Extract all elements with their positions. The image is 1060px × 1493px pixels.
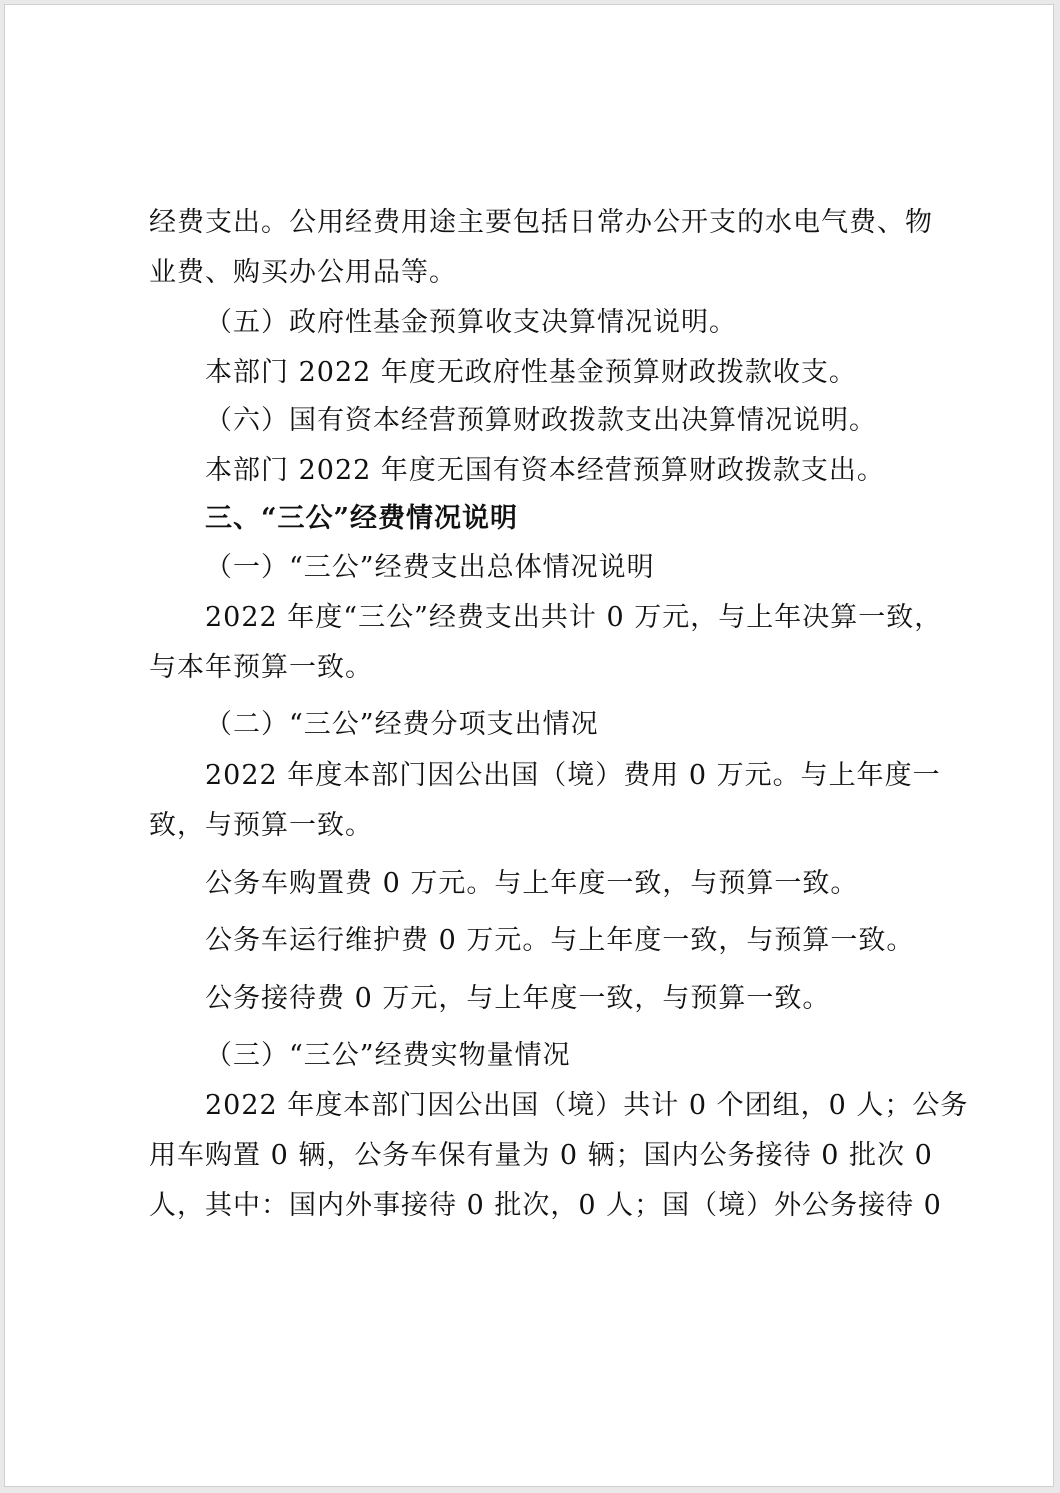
paragraph-line: 本部门 2022 年度无国有资本经营预算财政拨款支出。	[205, 455, 885, 486]
paragraph-line: 与本年预算一致。	[149, 652, 373, 683]
paragraph-line: 2022 年度本部门因公出国（境）费用 0 万元。与上年度一	[205, 760, 941, 791]
document-page	[4, 4, 1054, 1487]
section-heading: （六）国有资本经营预算财政拨款支出决算情况说明。	[205, 405, 877, 436]
paragraph-line: 公务车运行维护费 0 万元。与上年度一致，与预算一致。	[205, 925, 915, 956]
paragraph-line: 2022 年度“三公”经费支出共计 0 万元，与上年决算一致，	[205, 602, 943, 633]
paragraph-line: 本部门 2022 年度无政府性基金预算财政拨款收支。	[205, 357, 857, 388]
paragraph-line: 经费支出。公用经费用途主要包括日常办公开支的水电气费、物	[149, 207, 933, 238]
paragraph-line: 公务接待费 0 万元，与上年度一致，与预算一致。	[205, 983, 831, 1014]
paragraph-line: 2022 年度本部门因公出国（境）共计 0 个团组，0 人；公务	[205, 1090, 969, 1121]
section-heading: （二）“三公”经费分项支出情况	[205, 709, 599, 740]
paragraph-line: 用车购置 0 辆，公务车保有量为 0 辆；国内公务接待 0 批次 0	[149, 1140, 933, 1171]
chapter-heading: 三、“三公”经费情况说明	[205, 503, 519, 534]
section-heading: （一）“三公”经费支出总体情况说明	[205, 552, 655, 583]
paragraph-line: 公务车购置费 0 万元。与上年度一致，与预算一致。	[205, 868, 859, 899]
paragraph-line: 业费、购买办公用品等。	[149, 257, 457, 288]
paragraph-line: 人，其中：国内外事接待 0 批次，0 人；国（境）外公务接待 0	[149, 1190, 942, 1221]
section-heading: （五）政府性基金预算收支决算情况说明。	[205, 307, 737, 338]
section-heading: （三）“三公”经费实物量情况	[205, 1040, 571, 1071]
paragraph-line: 致，与预算一致。	[149, 810, 373, 841]
